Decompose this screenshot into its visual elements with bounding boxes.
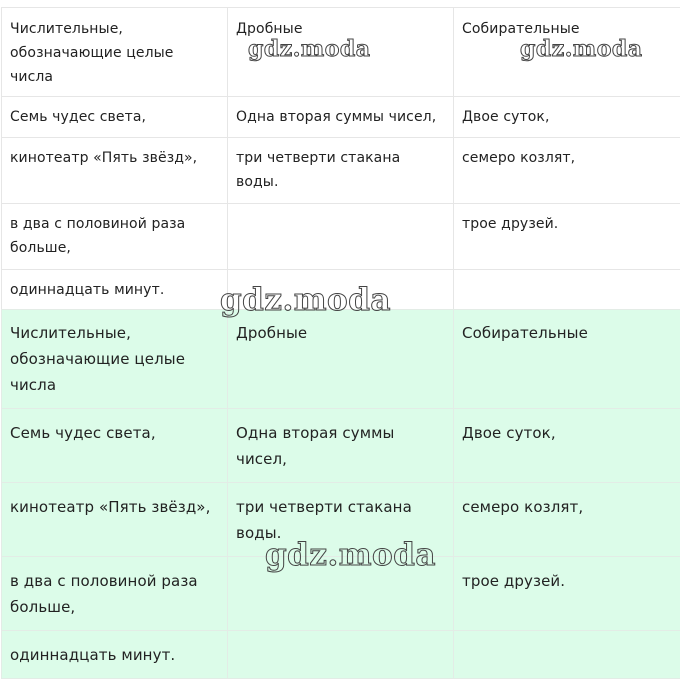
table-cell: три четверти стакана воды. [228,483,454,557]
table-cell [454,270,680,312]
table-row [2,310,680,409]
table-cell: семеро козлят, [454,483,680,557]
header-cell-collective: Собирательные [454,8,680,97]
table-row [2,270,680,312]
watermark: gdz.moda [520,36,643,62]
table-cell: трое друзей. [454,204,680,270]
table-cell: три четверти стакана воды. [228,138,454,204]
table-cell: кинотеатр «Пять звёзд», [2,483,228,557]
table-cell: Одна вторая суммы чисел, [228,409,454,483]
header-cell-cardinal: Числительные, обозначающие целые числа [2,310,228,409]
table-row [2,138,680,204]
header-cell-collective: Собирательные [454,310,680,409]
table-cell: Семь чудес света, [2,97,228,138]
table-cell: в два с половиной раза больше, [2,204,228,270]
table-cell [228,204,454,270]
table-cell: Двое суток, [454,409,680,483]
header-cell-fractional: Дробные [228,310,454,409]
watermark: gdz.moda [248,36,371,62]
table-cell [228,631,454,679]
table-cell [228,270,454,312]
table-row [2,97,680,138]
header-cell-fractional: Дробные [228,8,454,97]
table-cell [454,631,680,679]
table-cell: кинотеатр «Пять звёзд», [2,138,228,204]
table-cell: в два с половиной раза больше, [2,557,228,631]
table-row [2,204,680,270]
table-cell: трое друзей. [454,557,680,631]
watermark: gdz.moda [220,282,391,318]
header-cell-cardinal: Числительные, обозначающие целые числа [2,8,228,97]
table-cell [228,557,454,631]
table-cell: Одна вторая суммы чисел, [228,97,454,138]
table-cell: Двое суток, [454,97,680,138]
table-row [2,8,680,97]
table-row [2,631,680,679]
numerals-answer-table [1,309,680,679]
table-row [2,557,680,631]
table-cell: одиннадцать минут. [2,631,228,679]
table-cell: одиннадцать минут. [2,270,228,312]
table-cell: семеро козлят, [454,138,680,204]
table-row [2,483,680,557]
table-cell: Семь чудес света, [2,409,228,483]
table-row [2,409,680,483]
numerals-table [1,7,680,312]
